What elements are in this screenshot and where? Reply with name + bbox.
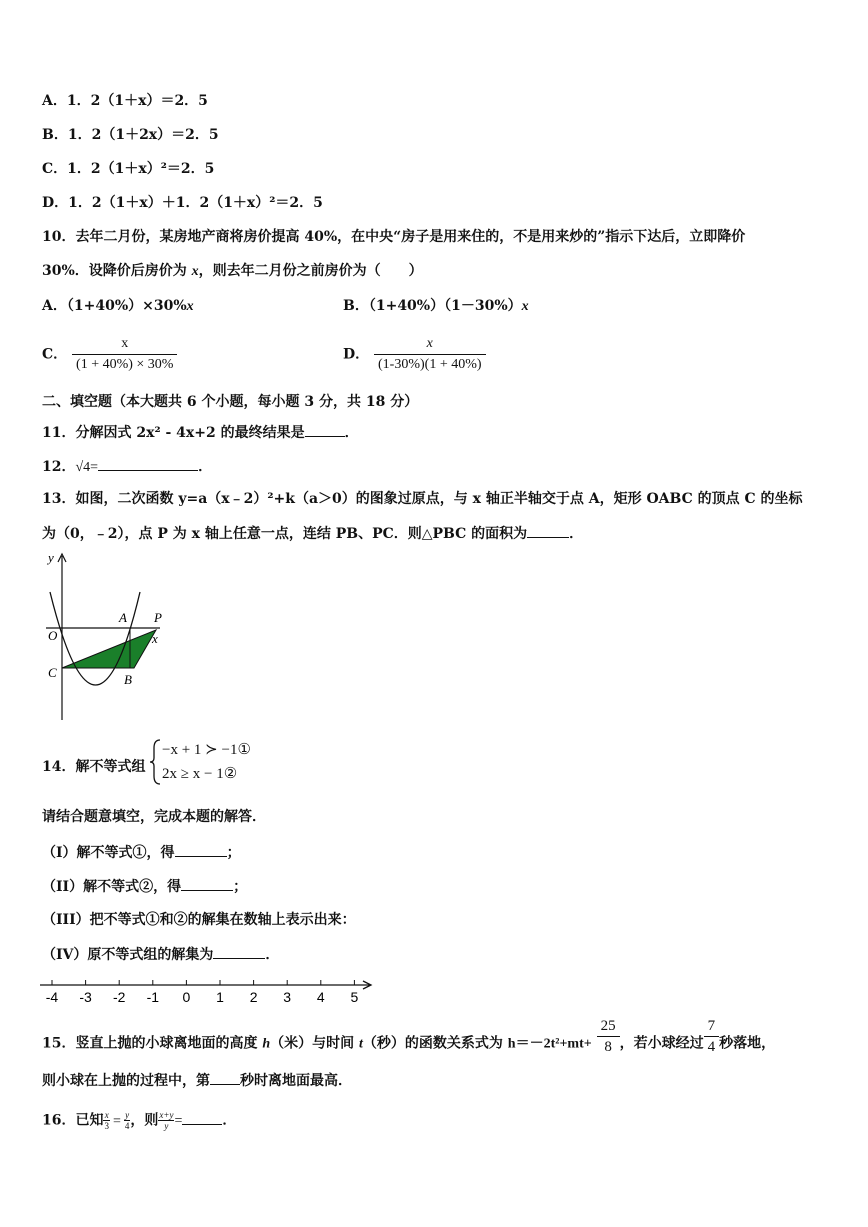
q14-eq1: −x + 1 ≻ −1① xyxy=(162,742,251,758)
q13-line1: 13．如图，二次函数 y=a（x﹣2）²+k（a＞0）的图象过原点，与 x 轴正半轴交于点 A，矩形 OABC 的顶点 C 的坐标 xyxy=(42,491,803,507)
label-x: x xyxy=(152,631,158,646)
q11-blank[interactable] xyxy=(305,423,345,437)
q14-blank2[interactable] xyxy=(181,877,233,891)
q10-option-d: D． $\frac{x}{(1‑30\%)(1 + 40\%)}$ xyxy=(343,334,486,375)
tick-label: -2 xyxy=(112,989,126,1005)
tick-label: -1 xyxy=(146,989,160,1005)
q15-line2: 则小球在上抛的过程中，第 秒时离地面最高． xyxy=(42,1073,352,1089)
q16-fraction-y-4: $\frac{y}{4}$ xyxy=(124,1110,130,1131)
q10-line1: 10．去年二月份，某房地产商将房价提高 40%，在中央“房子是用来住的，不是用来炒的”指示下达后，立即降价 xyxy=(42,229,746,245)
q10-option-a: A．（1+40%）×30%x xyxy=(42,298,194,314)
q14-intro: 14．解不等式组 xyxy=(42,759,146,775)
label-y: y xyxy=(48,550,54,565)
tick-label: 4 xyxy=(316,989,325,1005)
q12-blank[interactable] xyxy=(98,457,198,471)
tick-label: -4 xyxy=(45,989,59,1005)
q15-line1: 15．竖直上抛的小球离地面的高度 h（米）与时间 t（秒）的函数关系式为 h＝－2t²+mt+ $\frac{25}{8}$ ，若小球经过 $\frac{7}{4}$ 秒落地， xyxy=(42,1018,776,1055)
q14-step3: （III）把不等式①和②的解集在数轴上表示出来： xyxy=(42,912,356,928)
q15-blank[interactable] xyxy=(210,1071,240,1085)
q16-fraction-xy-y: $\frac{x+y}{y}$ xyxy=(159,1110,174,1131)
q15-fraction-25-8: $\frac{25}{8}$ xyxy=(597,1016,620,1057)
q10-option-b: B．（1+40%）（1－30%）x xyxy=(343,298,529,314)
label-c: C xyxy=(48,665,57,680)
q10-line2: 30%．设降价后房价为 x，则去年二月份之前房价为（ ） xyxy=(42,263,423,279)
q12: 12．√4= ． xyxy=(42,459,213,475)
q14-number-line xyxy=(40,978,376,1008)
q14-prompt: 请结合题意填空，完成本题的解答． xyxy=(42,809,266,825)
tick-label: 2 xyxy=(249,989,258,1005)
label-o: O xyxy=(48,628,58,643)
triangle-pbc xyxy=(62,630,156,668)
label-p: P xyxy=(154,610,162,625)
q14-blank1[interactable] xyxy=(175,843,227,857)
q14-step4: （IV）原不等式组的解集为 ． xyxy=(42,947,280,963)
q13-line2: 为（0，﹣2），点 P 为 x 轴上任意一点，连结 PB、PC．则△PBC 的面积为 ． xyxy=(42,526,584,542)
q14-eq2: 2x ≥ x − 1② xyxy=(162,766,238,782)
section-heading: 二、填空题（本大题共 6 个小题，每小题 3 分，共 18 分） xyxy=(42,394,419,410)
q14-step2: （II）解不等式②，得 ； xyxy=(42,879,248,895)
label-a: A xyxy=(119,610,127,625)
q16-blank[interactable] xyxy=(182,1111,222,1125)
q15-fraction-7-4: $\frac{7}{4}$ xyxy=(704,1016,720,1057)
tick-label: -3 xyxy=(79,989,92,1005)
q14-blank4[interactable] xyxy=(213,945,265,959)
q14-step1: （I）解不等式①，得 ； xyxy=(42,845,241,861)
q9-option-c: C．1．2（1＋x）²＝2．5 xyxy=(42,161,215,177)
q9-option-d: D．1．2（1＋x）＋1．2（1＋x）²＝2．5 xyxy=(42,195,323,211)
q9-option-a: A．1．2（1＋x）＝2．5 xyxy=(42,93,208,109)
q10-d-fraction: $\frac{x}{(1‑30\%)(1 + 40\%)}$ xyxy=(374,334,486,375)
q13-graph xyxy=(36,548,176,724)
tick-label: 0 xyxy=(182,989,191,1005)
q16: 16．已知 $\frac{x}{3}$ = $\frac{y}{4}$ ，则 $\frac{x+y}{y}$ = ． xyxy=(42,1110,237,1131)
q10-option-c: C． $\frac{x}{(1 + 40\%) \times 30\%}$ xyxy=(42,334,177,375)
q16-fraction-x-3: $\frac{x}{3}$ xyxy=(104,1110,109,1131)
q10-c-fraction: $\frac{x}{(1 + 40\%) \times 30\%}$ xyxy=(72,334,177,375)
tick-label: 5 xyxy=(350,989,359,1005)
tick-label: 3 xyxy=(283,989,292,1005)
q11: 11．分解因式 2x² ‑ 4x+2 的最终结果是 ． xyxy=(42,425,359,441)
tick-label: 1 xyxy=(216,989,224,1005)
q9-option-b: B．1．2（1＋2x）＝2．5 xyxy=(42,127,219,143)
q14-brace xyxy=(148,738,162,786)
label-b: B xyxy=(124,672,132,687)
q13-blank[interactable] xyxy=(527,524,569,538)
